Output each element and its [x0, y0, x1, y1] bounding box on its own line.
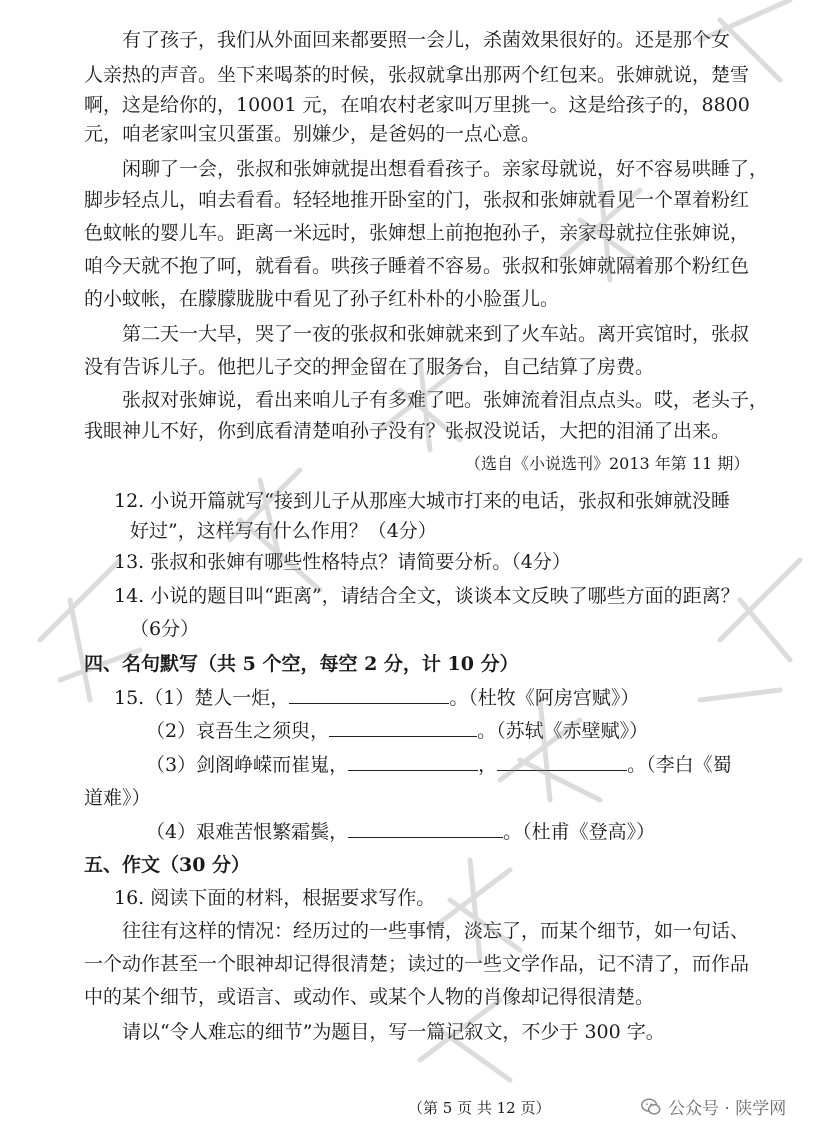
story-line: 元，咱老家叫宝贝蛋蛋。别嫌少，是爸妈的一点心意。 [84, 123, 541, 145]
fill-item-1 [114, 685, 784, 710]
writing-task: 请以“令人难忘的细节”为题目，写一篇记叙文，不少于 300 字。 [122, 1021, 665, 1043]
answer-blank[interactable] [497, 752, 627, 771]
story-line: 没有告诉儿子。他把儿子交的押金留在了服务台，自己结算了房费。 [84, 356, 655, 378]
answer-blank[interactable] [289, 685, 449, 704]
question-14-cont: （6分） [130, 618, 200, 640]
fill-source: 。（杜甫《登高》） [503, 821, 656, 843]
answer-blank[interactable] [348, 752, 478, 771]
story-line: 人亲热的声音。坐下来喝茶的时候，张叔就拿出那两个红包来。张婶就说，楚雪 [84, 64, 750, 86]
material-line: 一个动作甚至一个眼神却记得很清楚；读过的一些文学作品，记不清了，而作品 [84, 953, 750, 975]
wechat-watermark [640, 1094, 786, 1119]
material-line: 往往有这样的情况：经历过的一些事情，淡忘了，而某个细节，如一句话、 [122, 920, 750, 942]
question-12: 12. 小说开篇就写“接到儿子从那座大城市打来的电话，张叔和张婶就没睡 [114, 490, 730, 512]
story-line: 第二天一大早，哭了一夜的张叔和张婶就来到了火车站。离开宾馆时，张叔 [122, 323, 750, 345]
fill-source: 。（杜牧《阿房宫赋》） [449, 687, 640, 709]
fill-prompt: 15.（1）楚人一炬， [114, 687, 290, 709]
question-13: 13. 张叔和张婶有哪些性格特点？请简要分析。（4分） [114, 551, 571, 573]
material-line: 中的某个细节，或语言、或动作、或某个人物的肖像却记得很清楚。 [84, 986, 655, 1008]
answer-blank[interactable] [329, 718, 477, 737]
fill-item-2 [146, 718, 816, 743]
question-12-cont: 好过”，这样写有什么作用？（4分） [130, 520, 437, 542]
fill-separator: ， [478, 754, 498, 776]
story-line: 脚步轻点儿，咱去看看。轻轻地推开卧室的门，张叔和张婶就看见一个罩着粉红 [84, 189, 750, 211]
brand-label: 公众号 · 陕学网 [668, 1099, 787, 1119]
wechat-icon [640, 1096, 662, 1118]
fill-prompt: （4）艰难苦恨繁霜鬓， [146, 821, 349, 843]
fill-source: 。（李白《蜀 [627, 754, 732, 776]
story-line: 的小蚊帐，在朦朦胧胧中看见了孙子红朴朴的小脸蛋儿。 [84, 288, 560, 310]
story-line: 张叔对张婶说，看出来咱儿子有多难了吧。张婶流着泪点点头。哎，老头子， [122, 389, 769, 411]
section-heading: 四、名句默写（共 5 个空，每空 2 分，计 10 分） [84, 653, 519, 675]
fill-prompt: （3）剑阁峥嵘而崔嵬， [146, 754, 349, 776]
story-line: 啊，这是给你的，10001 元，在咱农村老家叫万里挑一。这是给孩子的，8800 [84, 94, 750, 116]
fill-item-4 [146, 819, 816, 844]
story-line: 有了孩子，我们从外面回来都要照一会儿，杀菌效果很好的。还是那个女 [122, 29, 731, 51]
story-line: 咱今天就不抱了呵，就看看。哄孩子睡着不容易。张叔和张婶就隔着那个粉红色 [84, 255, 750, 277]
fill-prompt: （2）哀吾生之须臾， [146, 720, 330, 742]
story-line: 我眼神儿不好，你到底看清楚咱孙子没有？张叔没说话，大把的泪涌了出来。 [84, 420, 731, 442]
source-citation: （选自《小说选刊》2013 年第 11 期） [465, 454, 750, 473]
fill-source: 。（苏轼《赤壁赋》） [477, 720, 649, 742]
fill-item-3 [146, 752, 816, 777]
answer-blank[interactable] [348, 819, 503, 838]
story-line: 色蚊帐的婴儿车。距离一米远时，张婶想上前抱抱孙子，亲家母就拉住张婶说， [84, 222, 750, 244]
page-number: （第 5 页 共 12 页） [408, 1099, 551, 1117]
fill-item-3-cont: 道难》） [84, 787, 151, 809]
question-14: 14. 小说的题目叫“距离”，请结合全文，谈谈本文反映了哪些方面的距离？ [114, 585, 740, 607]
story-line: 闲聊了一会，张叔和张婶就提出想看看孩子。亲家母就说，好不容易哄睡了， [122, 158, 769, 180]
section-heading: 五、作文（30 分） [84, 854, 251, 876]
question-16: 16. 阅读下面的材料，根据要求写作。 [114, 887, 436, 909]
